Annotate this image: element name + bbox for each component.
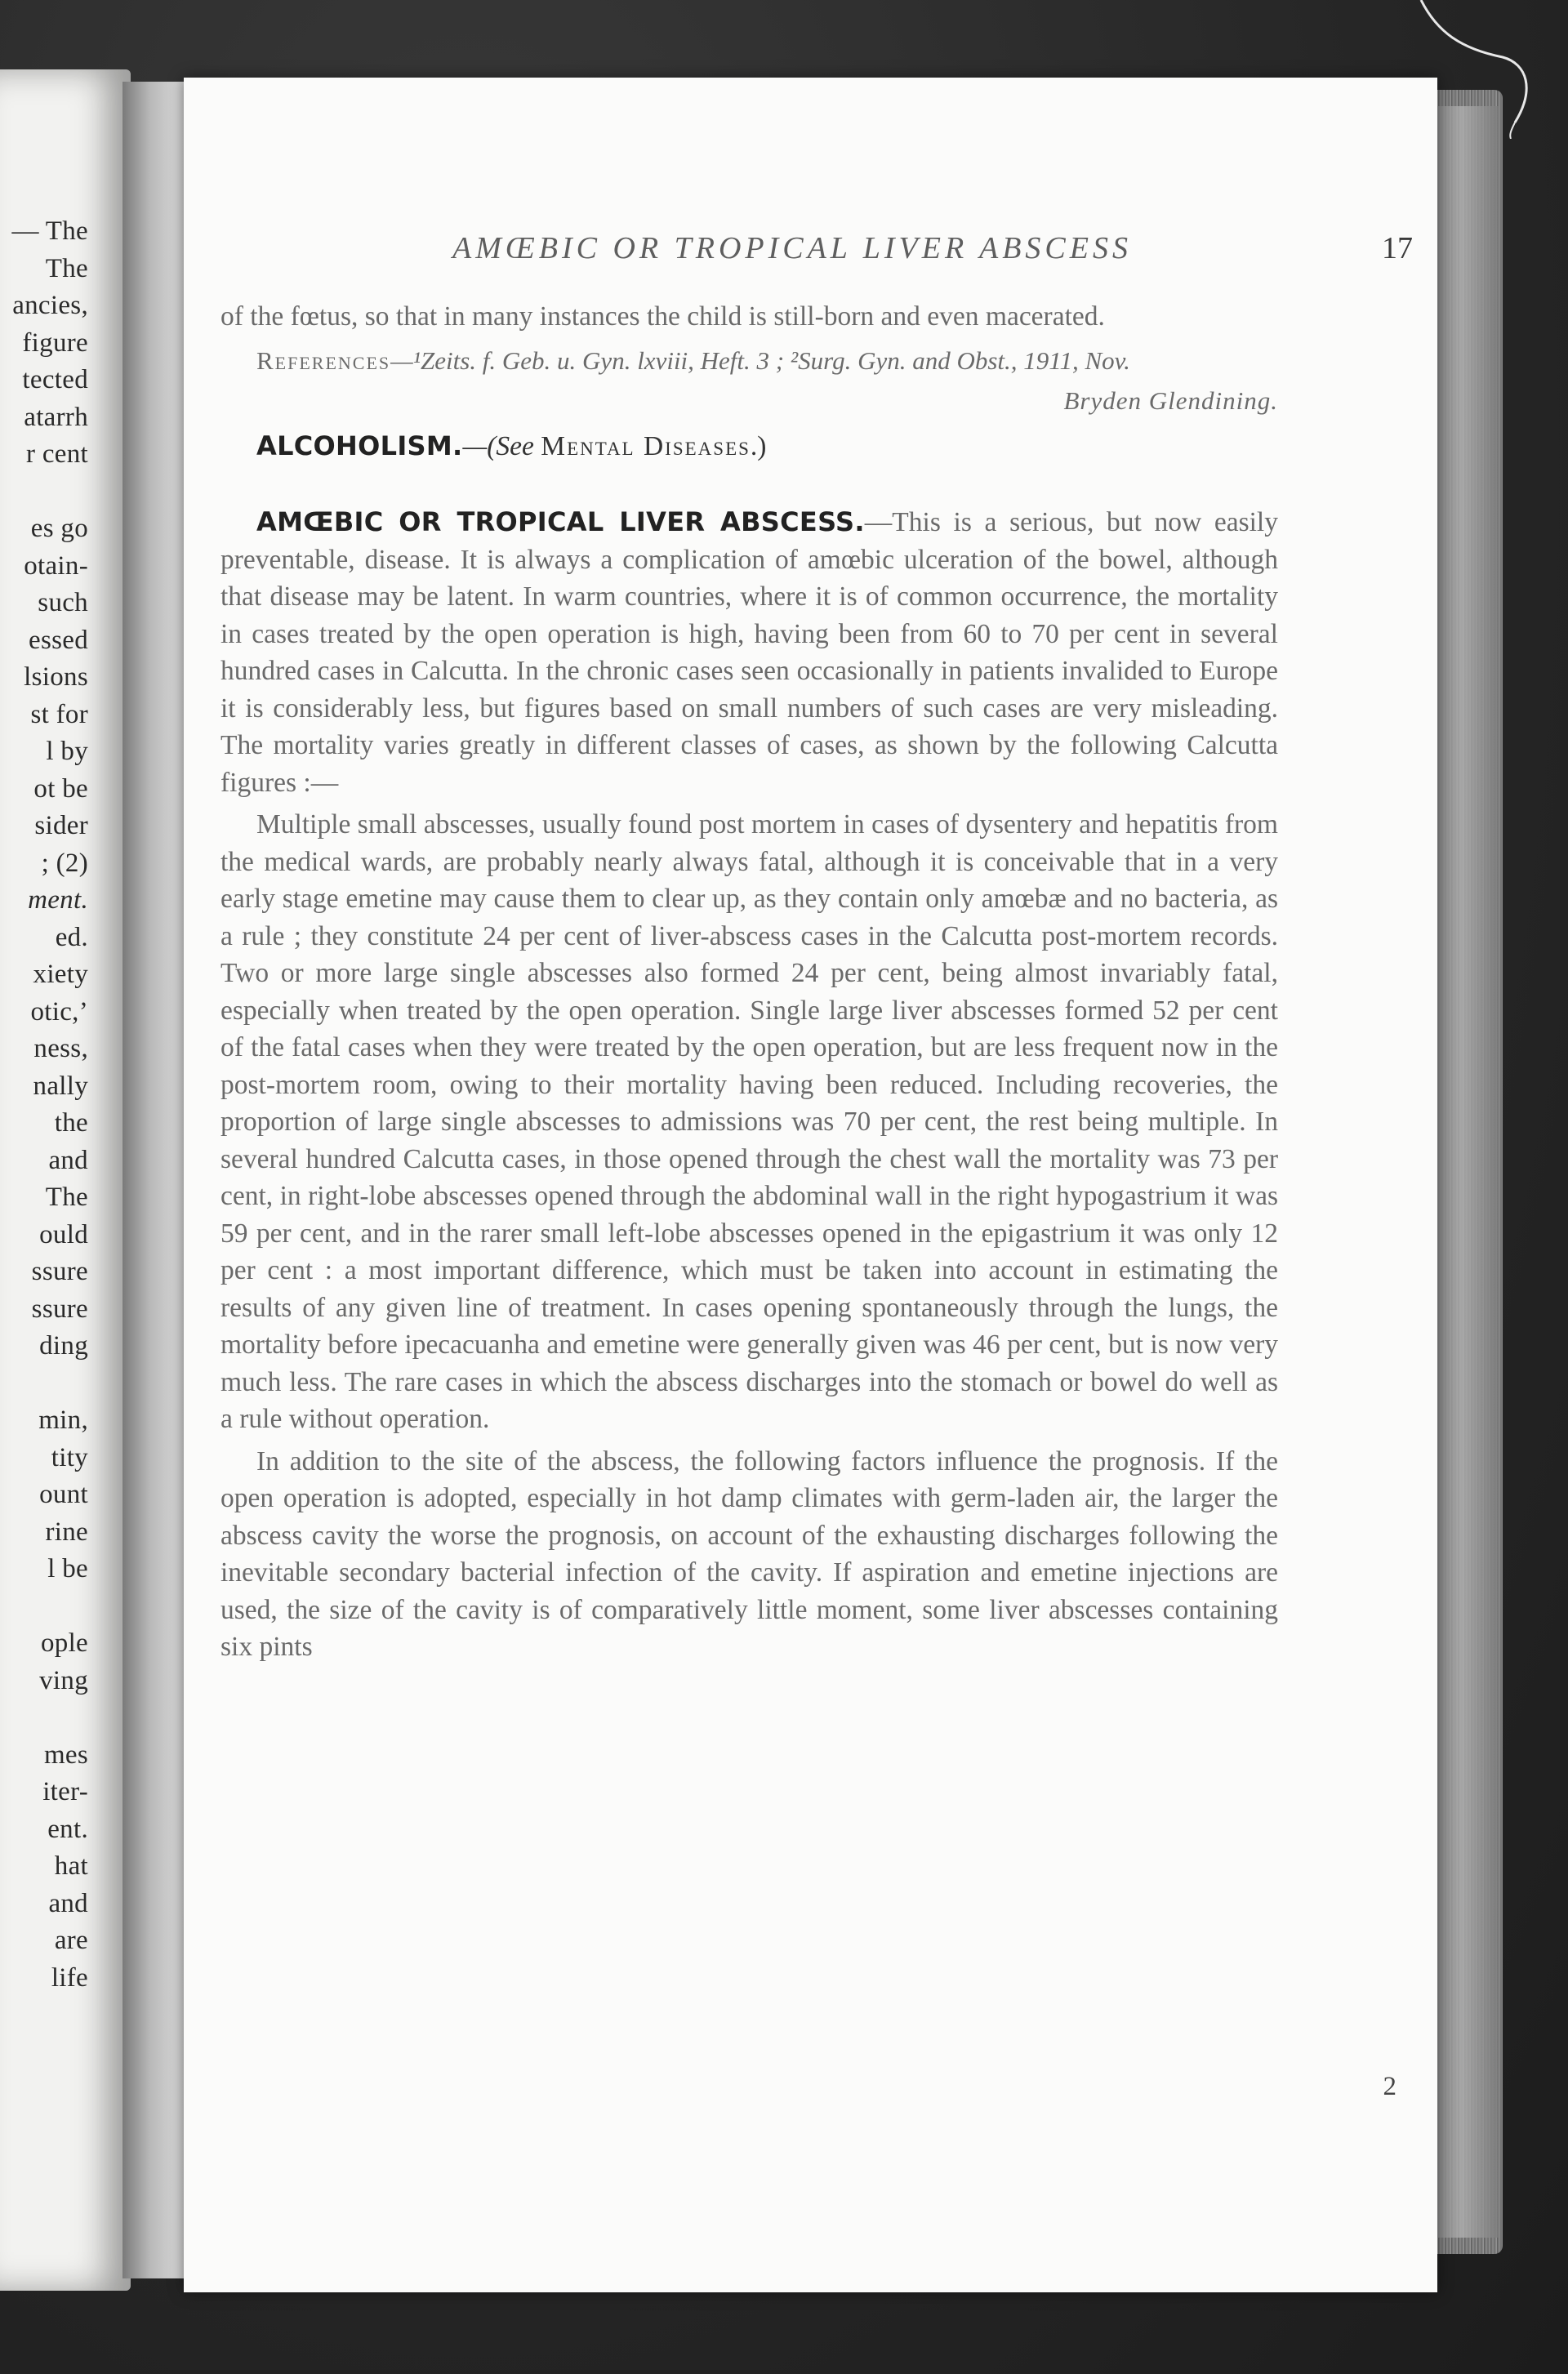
left-page-line: ness, — [33, 1034, 88, 1063]
left-page-line: ; (2) — [41, 848, 88, 878]
left-page-line: The — [45, 253, 88, 283]
left-page-line: otic,’ — [30, 996, 88, 1027]
left-page-line: such — [38, 588, 88, 617]
alcoholism-title: ALCOHOLISM. — [256, 430, 463, 461]
page-edge-highlight — [1437, 106, 1499, 2238]
left-page-line: ment. — [28, 885, 88, 915]
left-page-line: hat — [54, 1851, 88, 1881]
facing-page-left — [0, 69, 131, 2291]
alcoholism-close: .) — [750, 430, 767, 461]
alcoholism-entry — [220, 428, 1278, 465]
left-page-line: the — [54, 1108, 88, 1138]
left-page-line: ving — [39, 1665, 88, 1695]
left-page-line: min, — [38, 1405, 88, 1435]
left-page-line: essed — [29, 625, 88, 655]
left-page-line: The — [45, 1183, 88, 1212]
left-page-line: ssure — [31, 1294, 88, 1324]
alcoholism-ref: Mental Diseases — [541, 430, 751, 461]
left-page-line: life — [51, 1962, 88, 1993]
page-header — [343, 230, 1437, 279]
left-page-line: ed. — [55, 922, 88, 952]
left-page-line: ancies, — [12, 291, 88, 320]
abscess-paragraph-2: Multiple small abscesses, usually found post mortem in cases of dysentery and hepatitis from the medical wards, are probably nearly always fatal, although it is conceivable that in a very early stage emetine may cause them to clear up, as they contain only amœbæ and no bacteria, as a rule ; they constitute 24 per cent of liver-abscess cases in the Calcutta post-mortem records. Two or more large single abscesses also formed 24 per cent, being almost invariably fatal, especially when treated by the open operation. Single large liver abscesses formed 52 per cent of the fatal cases when they were treated by the open operation, but are less frequent now in the post-mortem room, owing to their mortality having been reduced. Including recoveries, the proportion of large single abscesses to admissions was 70 per cent, the rest being multiple. In several hundred Calcutta cases, in those opened through the chest wall the mortality was 73 per cent, in right-lobe abscesses opened through the abdominal wall in the right hypogastrium it was 59 per cent, and in the rarer small left-lobe abscesses opened in the epigastrium it was only 12 per cent : a most important difference, which must be taken into account in estimating the results of any given line of treatment. In cases opening spontaneously through the lungs, the mortality before ipecacuanha and emetine were generally given was 46 per cent, but is now very much less. The rare cases in which the abscess discharges into the stomach or bowel do well as a rule without operation. — [220, 809, 1278, 1434]
left-page-line: ot be — [33, 773, 88, 804]
left-page-line: figure — [22, 327, 88, 358]
signature-mark: 2 — [1383, 2072, 1396, 2101]
left-page-line: mes — [43, 1739, 88, 1770]
left-page-line: and — [48, 1888, 88, 1918]
left-page-line: otain- — [24, 550, 88, 581]
author-signature: Bryden Glendining. — [1063, 386, 1278, 415]
left-page-line: tity — [51, 1442, 88, 1472]
left-page-line: xiety — [33, 960, 88, 989]
left-page-line: nally — [33, 1071, 88, 1101]
left-page-line: ssure — [31, 1257, 88, 1286]
left-page-line: ding — [39, 1331, 88, 1361]
abscess-paragraph-3: In addition to the site of the abscess, the following factors influence the prognosis. If the open operation is adopted, especially in hot damp climates with germ-laden air, the larger the abscess cavity the worse the prognosis, on account of the exhausting discharges following the inevitable secondary bacterial infection of the cavity. If aspiration and emetine injections are used, the size of the cavity is of comparatively little moment, some liver abscesses containing six pints — [220, 1445, 1278, 1662]
left-page-line: sider — [34, 811, 88, 840]
abscess-text-1: —This is a serious, but now easily preventable, disease. It is always a complication of amœbic ulceration of the bowel, although that disease may be latent. In warm countries, where it is of common occurrence, the mortality in cases treated by the open operation is high, having been from 60 to 70 per cent in several hundred cases in Calcutta. In the chronic cases seen occasionally in patients invalided to Europe it is considerably less, but figures based on small numbers of such cases are very misleading. The mortality varies greatly in different classes of cases, as shown by the following Calcutta figures :— — [220, 507, 1278, 798]
carryover-text: of the fœtus, so that in many instances the child is still-born and even macerated. — [220, 301, 1105, 332]
left-page-line: r cent — [25, 439, 88, 469]
left-page-line: st for — [30, 699, 88, 729]
left-page-line: ople — [40, 1628, 88, 1658]
left-page-line: ount — [39, 1480, 88, 1509]
left-page-line: lsions — [24, 662, 88, 692]
left-page-line: es go — [30, 514, 88, 543]
left-page-line: iter- — [42, 1777, 88, 1806]
abscess-title: AMŒBIC OR TROPICAL LIVER ABSCESS. — [256, 506, 865, 537]
left-page-line: and — [48, 1145, 88, 1175]
references-text: —¹Zeits. f. Geb. u. Gyn. lxviii, Heft. 3 ; ²Surg. Gyn. and Obst., 1911, Nov. — [390, 345, 1130, 375]
left-page-line: ent. — [47, 1814, 88, 1844]
left-page-line: ould — [39, 1219, 88, 1249]
left-page-line: — The — [11, 216, 88, 246]
page-number: 17 — [1382, 231, 1413, 265]
left-page-line: rine — [45, 1517, 88, 1547]
references-label: References — [256, 345, 391, 375]
left-page-line: are — [54, 1926, 88, 1955]
left-page-line: tected — [22, 365, 88, 394]
abscess-paragraph-1 — [220, 504, 1278, 801]
left-page-line: atarrh — [24, 402, 88, 432]
left-page-line: l by — [46, 737, 88, 766]
left-page-line: l be — [47, 1554, 88, 1583]
alcoholism-see: —(See — [462, 430, 541, 461]
running-head: AMŒBIC OR TROPICAL LIVER ABSCESS — [452, 231, 1132, 265]
page-body — [220, 298, 1278, 1666]
references — [220, 342, 1278, 380]
